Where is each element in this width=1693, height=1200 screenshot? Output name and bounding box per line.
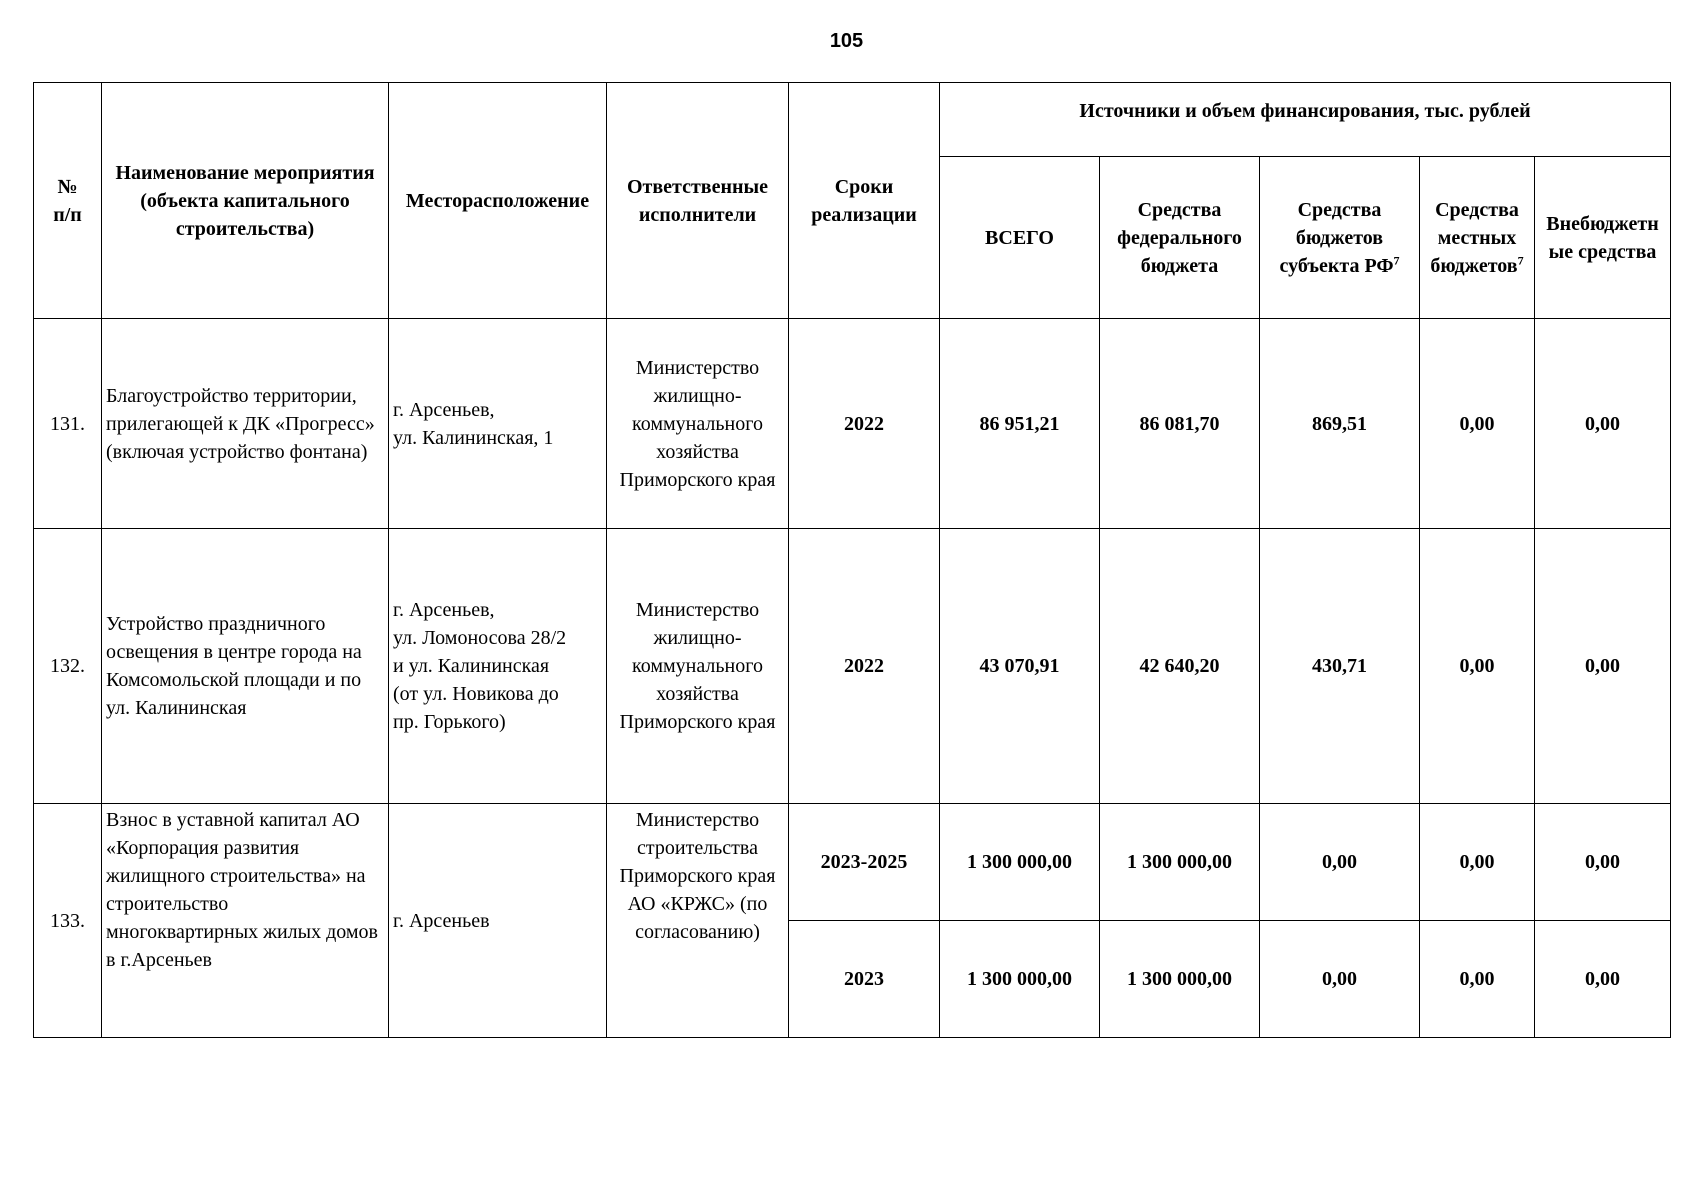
row-number: 132.	[34, 529, 102, 804]
header-name: Наименование мероприятия (объекта капитального строительства)	[102, 83, 389, 319]
executor: Министерство строительства Приморского края АО «КРЖС» (по согласованию)	[607, 804, 789, 1038]
extra-value: 0,00	[1535, 529, 1671, 804]
header-period: Сроки реализации	[789, 83, 940, 319]
local-value: 0,00	[1420, 319, 1535, 529]
header-extra: Внебюджетн ые средства	[1535, 157, 1671, 319]
header-executors: Ответственные исполнители	[607, 83, 789, 319]
header-num: № п/п	[34, 83, 102, 319]
header-total: ВСЕГО	[940, 157, 1100, 319]
subject-value: 0,00	[1260, 804, 1420, 921]
local-value: 0,00	[1420, 529, 1535, 804]
header-funding-group: Источники и объем финансирования, тыс. рублей	[940, 83, 1671, 157]
header-subject	[1260, 157, 1420, 319]
row-number: 131.	[34, 319, 102, 529]
extra-value: 0,00	[1535, 921, 1671, 1038]
extra-value: 0,00	[1535, 319, 1671, 529]
period: 2022	[789, 319, 940, 529]
period: 2022	[789, 529, 940, 804]
location: г. Арсеньев, ул. Ломоносова 28/2 и ул. Калининская (от ул. Новикова до пр. Горького)	[389, 529, 607, 804]
subject-value: 0,00	[1260, 921, 1420, 1038]
local-value: 0,00	[1420, 921, 1535, 1038]
header-local-label: Средства местных бюджетов	[1430, 198, 1519, 277]
header-local	[1420, 157, 1535, 319]
extra-value: 0,00	[1535, 804, 1671, 921]
total-value: 43 070,91	[940, 529, 1100, 804]
header-federal: Средства федерального бюджета	[1100, 157, 1260, 319]
subject-value: 869,51	[1260, 319, 1420, 529]
federal-value: 1 300 000,00	[1100, 921, 1260, 1038]
executor: Министерство жилищно-коммунального хозяйства Приморского края	[607, 319, 789, 529]
funding-table	[33, 82, 1671, 1038]
total-value: 1 300 000,00	[940, 921, 1100, 1038]
federal-value: 86 081,70	[1100, 319, 1260, 529]
measure-name: Благоустройство территории, прилегающей к ДК «Прогресс» (включая устройство фонтана)	[102, 319, 389, 529]
location: г. Арсеньев, ул. Калининская, 1	[389, 319, 607, 529]
subject-value: 430,71	[1260, 529, 1420, 804]
footnote-marker: 7	[1517, 252, 1524, 267]
location: г. Арсеньев	[389, 804, 607, 1038]
header-subject-label: Средства бюджетов субъекта РФ	[1279, 198, 1394, 277]
period: 2023	[789, 921, 940, 1038]
federal-value: 42 640,20	[1100, 529, 1260, 804]
row-number: 133.	[34, 804, 102, 1038]
local-value: 0,00	[1420, 804, 1535, 921]
measure-name: Взнос в уставной капитал АО «Корпорация развития жилищного строительства» на строительство многоквартирных жилых домов в г.Арсеньев	[102, 804, 389, 1038]
table-row	[34, 529, 1671, 804]
footnote-marker: 7	[1393, 252, 1400, 267]
period: 2023-2025	[789, 804, 940, 921]
executor: Министерство жилищно-коммунального хозяйства Приморского края	[607, 529, 789, 804]
table-row	[34, 319, 1671, 529]
table-row	[34, 804, 1671, 921]
total-value: 86 951,21	[940, 319, 1100, 529]
page-number: 105	[829, 30, 864, 52]
federal-value: 1 300 000,00	[1100, 804, 1260, 921]
measure-name: Устройство праздничного освещения в центре города на Комсомольской площади и по ул. Калининская	[102, 529, 389, 804]
header-location: Месторасположение	[389, 83, 607, 319]
total-value: 1 300 000,00	[940, 804, 1100, 921]
